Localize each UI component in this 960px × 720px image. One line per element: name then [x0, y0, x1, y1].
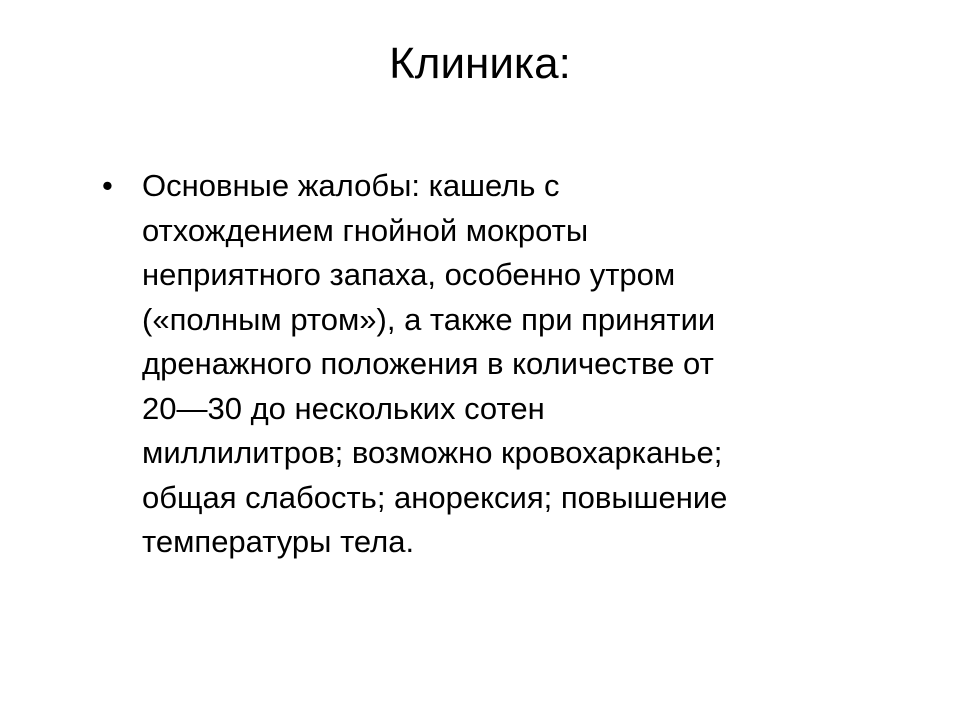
bullet-line: неприятного запаха, особенно утром [142, 257, 676, 292]
bullet-line: отхождением гнойной мокроты [142, 212, 589, 248]
bullet-line: дренажного положения в количестве от [142, 346, 714, 381]
bullet-text [142, 164, 862, 565]
bullet-line: общая слабость; анорексия; повышение [142, 479, 728, 515]
bullet-line: Основные жалобы: кашель с [142, 168, 560, 203]
bullet-marker-icon: • [102, 168, 113, 203]
bullet-line: («полным ртом»), а также при принятии [142, 301, 716, 337]
bullet-line: 20—30 до нескольких сотен [142, 390, 545, 426]
bullet-list [102, 164, 862, 565]
slide-title: Клиника: [389, 39, 571, 88]
bullet-line: температуры тела. [142, 524, 415, 559]
bullet-line: миллилитров; возможно кровохарканье; [142, 435, 723, 470]
bullet-item [102, 164, 862, 565]
